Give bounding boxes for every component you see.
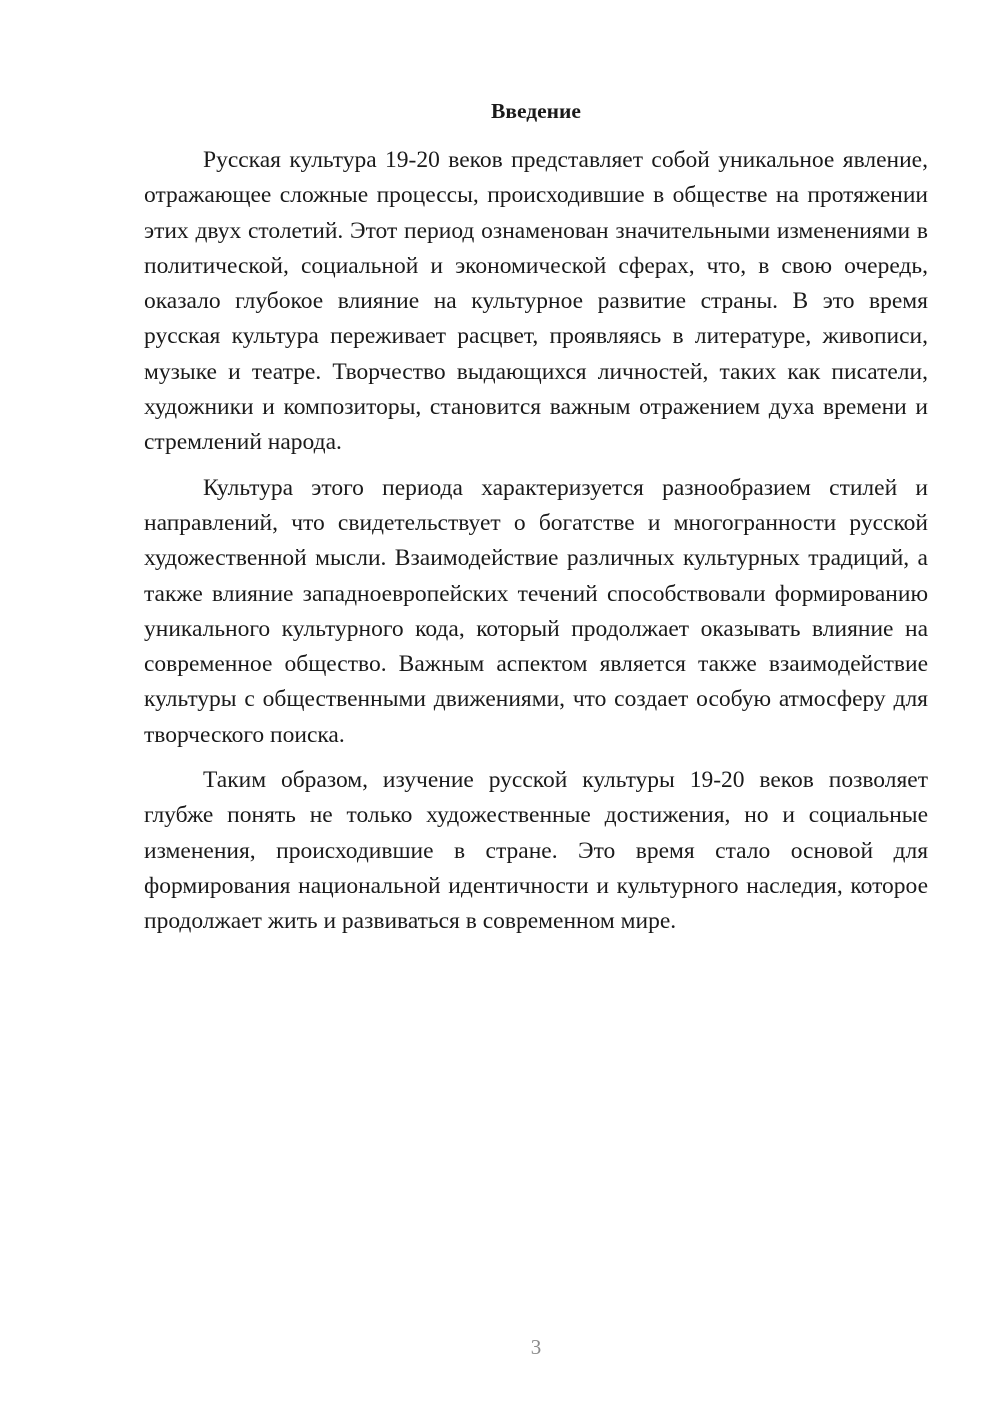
body-text [144,143,928,940]
paragraph-3: Таким образом, изучение русской культуры 19-20 веков позволяет глубже понять не только художественные достижения, но и социальные изменения, происходившие в стране. Это время стало основой для формирования национальной идентичности и культурного наследия, которое продолжает жить и развиваться в современном мире. [144,767,928,935]
paragraph-2: Культура этого периода характеризуется разнообразием стилей и направлений, что свидетельствует о богатстве и многогранности русской художественной мысли. Взаимодействие различных культурных традиций, а также влияние западноевропейских течений способствовали формированию уникального культурного кода, который продолжает оказывать влияние на современное общество. Важным аспектом является также взаимодействие культуры с общественными движениями, что создает особую атмосферу для творческого поиска. [144,474,928,748]
paragraph-1: Русская культура 19-20 веков представляет собой уникальное явление, отражающее сложные процессы, происходившие в обществе на протяжении этих двух столетий. Этот период ознаменован значительными изменениями в политической, социальной и экономической сферах, что, в свою очередь, оказало глубокое влияние на культурное развитие страны. В это время русская культура переживает расцвет, проявляясь в литературе, живописи, музыке и театре. Творчество выдающихся личностей, таких как писатели, художники и композиторы, становится важным отражением духа времени и стремлений народа. [144,147,928,456]
page-number: 3 [530,1335,542,1359]
page-title: Введение [491,99,581,123]
